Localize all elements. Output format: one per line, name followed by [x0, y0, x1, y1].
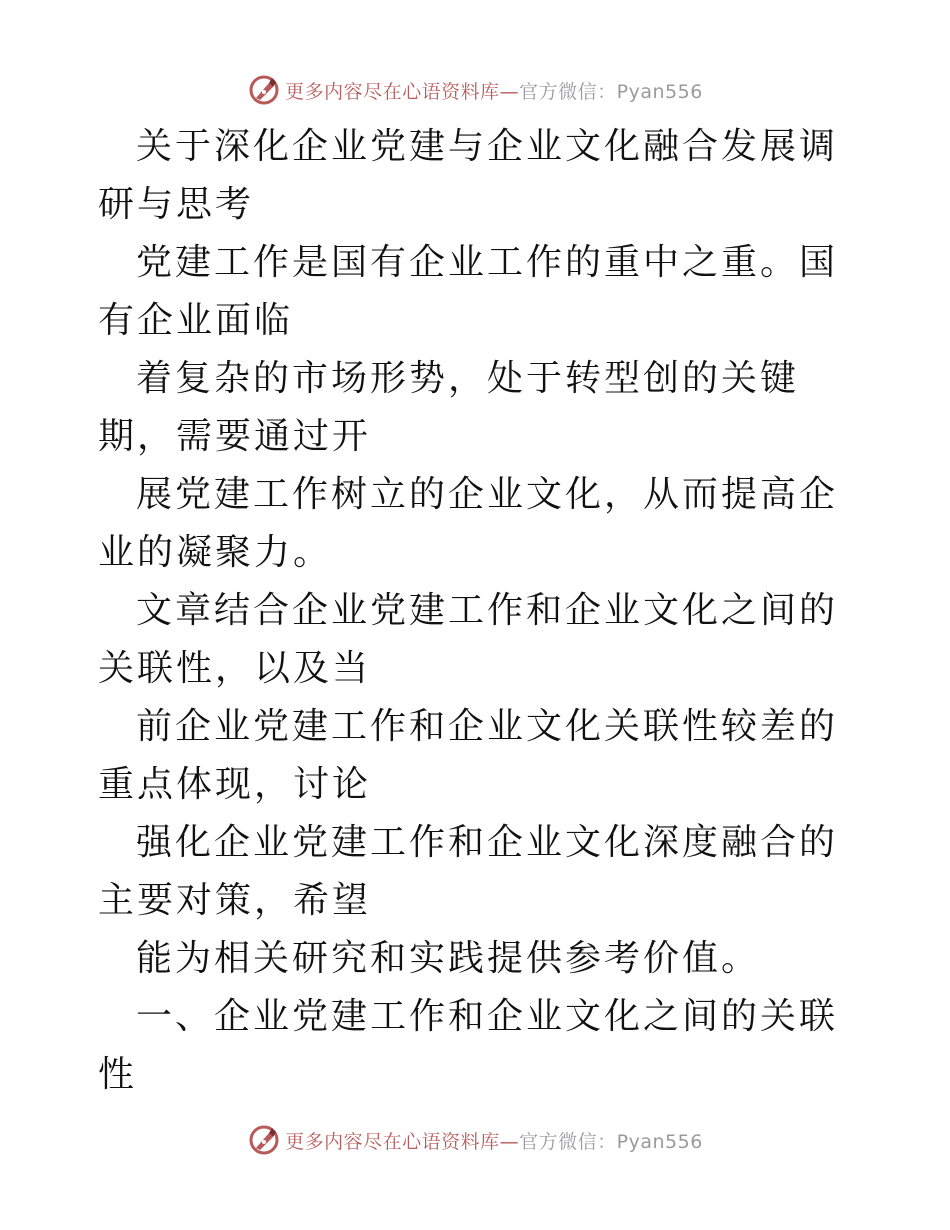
- paragraph: 党建工作是国有企业工作的重中之重。国有企业面临: [98, 242, 839, 341]
- footer-watermark-banner: [0, 1120, 950, 1160]
- paragraph: 前企业党建工作和企业文化关联性较差的重点体现，讨论: [98, 706, 839, 805]
- document-title: 关于深化企业党建与企业文化融合发展调研与思考: [98, 126, 839, 225]
- paragraph: 能为相关研究和实践提供参考价值。: [136, 938, 761, 979]
- watermark-text: 更多内容尽在心语资料库—官方微信：Pyan556: [285, 80, 703, 103]
- watermark-text: 更多内容尽在心语资料库—官方微信：Pyan556: [285, 1130, 703, 1153]
- document-body: [98, 118, 858, 1104]
- paragraph: 强化企业党建工作和企业文化深度融合的主要对策，希望: [98, 822, 839, 921]
- header-watermark-banner: [0, 70, 950, 110]
- paragraph: 展党建工作树立的企业文化，从而提高企业的凝聚力。: [98, 474, 839, 573]
- paragraph: 文章结合企业党建工作和企业文化之间的关联性，以及当: [98, 590, 839, 689]
- paragraph: 着复杂的市场形势，处于转型创的关键期，需要通过开: [98, 358, 800, 457]
- pen-nib-logo-icon: [247, 73, 281, 107]
- section-heading: 一、企业党建工作和企业文化之间的关联性: [98, 996, 839, 1095]
- pen-nib-logo-icon: [247, 1123, 281, 1157]
